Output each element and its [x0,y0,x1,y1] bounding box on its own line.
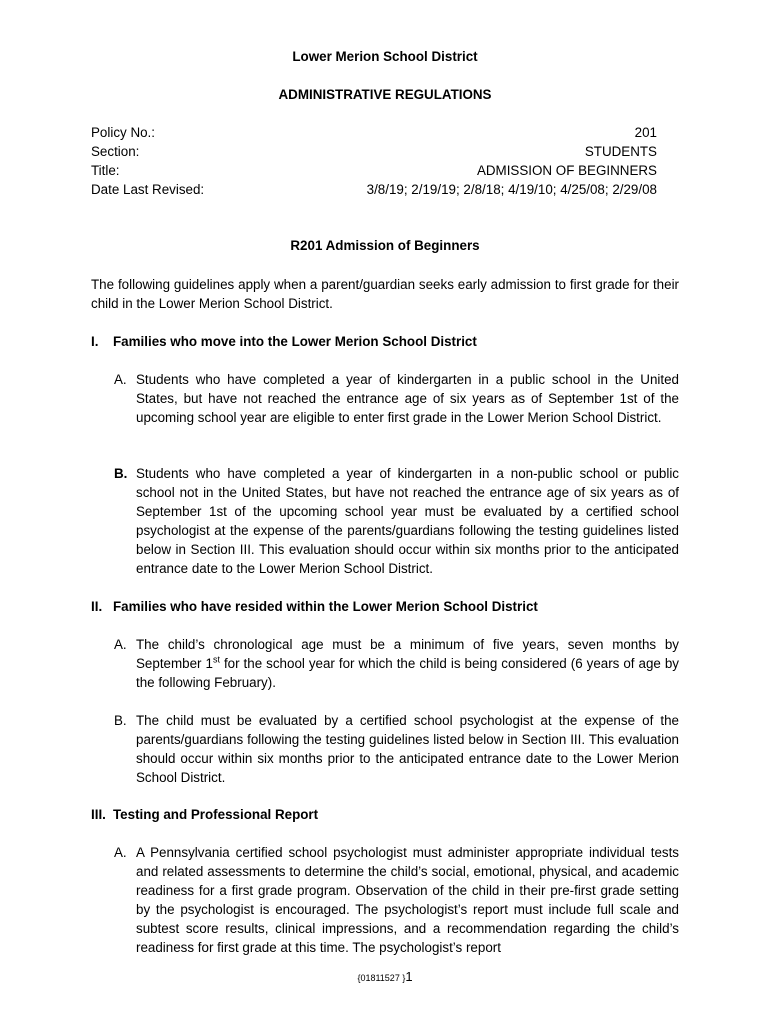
doc-type-heading: ADMINISTRATIVE REGULATIONS [278,87,492,102]
title-label: Title: [91,163,120,178]
meta-revised-row [91,180,657,199]
item-text: Students who have completed a year of kindergarten in a non-public school or public school not in the United States, but have not reached the entrance age of six years as of September 1st of the upcoming school year must be evaluated by a certified school psychologist at the expense of the parents/guardians following the testing guidelines listed below in Section III. This evaluation should occur within six months prior to the anticipated entrance date to the Lower Merion School District. [136,466,679,576]
item-text: The child must be evaluated by a certified school psychologist at the expense of the parents/guardians following the testing guidelines listed below in Section III. This evaluation should occur within six months prior to the anticipated entrance date to the Lower Merion School District. [136,713,679,785]
ordinal-superscript: st [212,654,220,665]
document-title: R201 Admission of Beginners [290,238,480,253]
policy-value: 201 [634,125,657,140]
section-heading-2 [91,597,679,616]
section-heading-3 [91,805,679,824]
section-value: STUDENTS [584,144,657,159]
intro-paragraph: The following guidelines apply when a parent/guardian seeks early admission to first grade for their child in the Lower Merion School District. [91,277,679,311]
section-number: I. [91,334,99,349]
item-marker: A. [114,637,127,652]
document-code: {01811527 } [357,973,406,983]
district-heading: Lower Merion School District [292,49,478,64]
item-text: Students who have completed a year of kindergarten in a public school in the United States, but have not reached the entrance age of six years as of September 1st of the upcoming school year are eligible to enter first grade in the Lower Merion School District. [136,372,679,425]
section-heading-text: Families who move into the Lower Merion School District [113,334,477,349]
item-marker: A. [114,845,127,860]
section-heading-1 [91,332,679,351]
title-value: ADMISSION OF BEGINNERS [476,163,657,178]
item-marker: B. [114,713,127,728]
item-text-part: The child’s chronological age must be a minimum of five years, seven months by September 1 [136,637,679,671]
page-number: 1 [405,969,413,984]
policy-label: Policy No.: [91,125,155,140]
section-number: II. [91,599,103,614]
section-heading-text: Testing and Professional Report [113,807,319,822]
item-text [136,635,679,692]
revised-value: 3/8/19; 2/19/19; 2/8/18; 4/19/10; 4/25/08; 2/29/08 [366,182,657,197]
item-text-part: for the school year for which the child is being considered (6 years of age by the following February). [136,656,679,690]
item-marker: A. [114,372,127,387]
section-label: Section: [91,144,140,159]
revised-label: Date Last Revised: [91,182,205,197]
meta-section-row [91,142,657,161]
page-footer [0,967,770,988]
item-text: A Pennsylvania certified school psychologist must administer appropriate individual tests and related assessments to determine the child’s social, emotional, physical, and academic readiness for a first grade program. Observation of the child in their pre-first grade setting by the psychologist is encouraged. The psychologist’s report must include full scale and subtest score results, clinical impressions, and a recommendation regarding the child’s readiness for first grade at this time. The psychologist’s report [136,845,679,955]
section-heading-text: Families who have resided within the Lower Merion School District [113,599,538,614]
meta-title-row [91,161,657,180]
section-number: III. [91,807,106,822]
item-marker: B. [114,466,128,481]
meta-policy-row [91,123,657,142]
